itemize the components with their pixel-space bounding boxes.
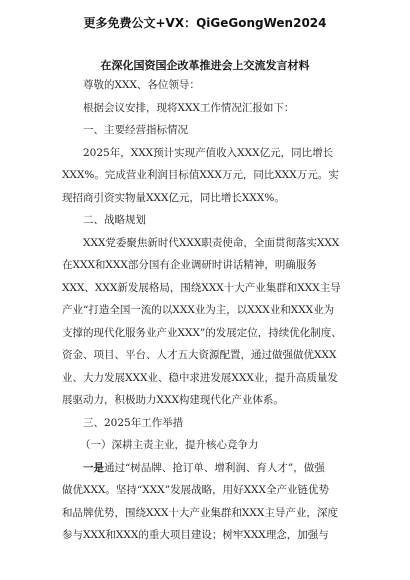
line-text: 展驱动力，积极助力XXX构建现代化产业体系。 [62,394,284,406]
line-text: 产业“打造全国一流的以XXX业为主，以XXX业和XXX业为 [62,304,335,316]
line-text: XXX%。完成营业利润目标值XXX万元，同比XXX万元。实 [62,169,339,181]
document-line [62,74,362,97]
document-line [62,209,362,232]
document-body [62,74,362,547]
line-text: 通过“树品牌、抢订单、增利润、育人才”，做强 [104,461,325,474]
document-line [62,412,362,435]
document-line [62,142,362,165]
line-text: 2025年，XXX预计实现产值收入XXX亿元，同比增长 [83,146,334,159]
bold-lead: 一是 [83,461,104,474]
document-line [62,232,362,255]
document-line [62,434,362,457]
document-line [62,277,362,300]
line-text: 业、大力发展XXX业、稳中求进发展XXX业，提升高质量发 [62,371,338,384]
document-line [62,344,362,367]
document-title: 在深化国资国企改革推进会上交流发言材料 [100,59,310,72]
line-text: 在XXX和XXX部分国有企业调研时讲话精神，明确服务 [62,259,317,271]
line-text: 尊敬的XXX、各位领导： [83,79,200,91]
document-line [62,299,362,322]
document-line [62,322,362,345]
line-text: 参与XXX和XXX的重大项目建设；树牢XXX理念，加强与 [62,529,329,541]
document-line [62,524,362,547]
line-text: 三、2025年工作举措 [83,416,184,429]
line-text: 二、战略规划 [83,214,146,226]
watermark-header: 更多免费公文+VX：QiGeGongWen2024 [83,16,327,30]
line-text: 资金、项目、平台、人才五大资源配置，通过做强做优XXX [62,349,337,361]
document-line [62,457,362,480]
document-line [62,187,362,210]
line-text: 做优XXX。坚持“XXX”发展战略，用好XXX全产业链优势 [62,484,330,496]
line-text: 支撑的现代化服务业产业XXX”的发展定位，持续优化制度、 [62,326,342,339]
line-text: 和品牌优势，围绕XXX十大产业集群和XXX主导产业，深度 [62,506,338,519]
line-text: XXX、XXX新发展格局，围绕XXX十大产业集群和XXX主导 [62,281,341,294]
line-text: （一）深耕主责主业，提升核心竞争力 [80,439,259,451]
document-line [62,119,362,142]
line-text: 现招商引资实物量XXX亿元，同比增长XXX%。 [62,191,285,204]
document-line [62,164,362,187]
line-text: XXX党委聚焦新时代XXX职责使命，全面贯彻落实XXX [83,236,340,249]
line-text: 根据会议安排，现将XXX工作情况汇报如下： [83,101,295,114]
document-line [62,254,362,277]
line-text: 一、主要经营指标情况 [83,124,188,136]
document-line [62,502,362,525]
document-line [62,389,362,412]
document-line [62,97,362,120]
document-line [62,479,362,502]
document-line [62,367,362,390]
